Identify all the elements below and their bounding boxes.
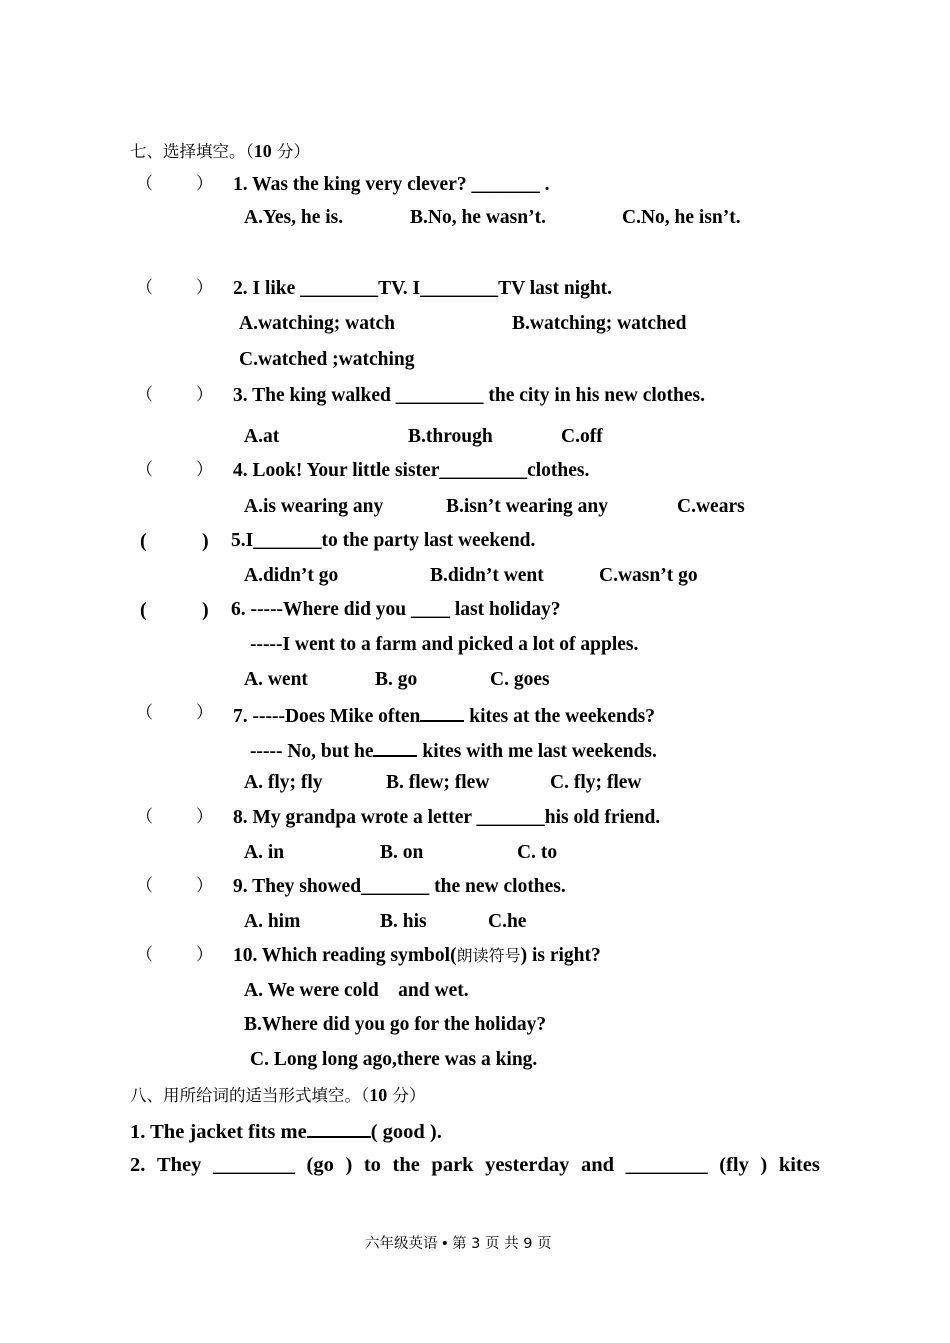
answer-paren-close-4: ） xyxy=(196,460,213,480)
answer-paren-open-3: （ xyxy=(136,385,153,405)
section-8-heading xyxy=(130,1086,426,1105)
question-7-line-2 xyxy=(250,739,657,762)
question-9: 9. They showed_______ the new clothes. xyxy=(233,876,566,897)
section-8-title-end: 分） xyxy=(387,1086,426,1105)
answer-paren-open-2: （ xyxy=(136,278,153,298)
fill-q2-word: (fly xyxy=(719,1154,749,1176)
fill-q2-word: ) xyxy=(345,1154,353,1176)
footer-subject: 六年级英语 xyxy=(365,1236,438,1252)
q1-option-b: B.No, he wasn’t. xyxy=(410,207,546,228)
answer-paren-open-5: ( xyxy=(140,530,147,552)
answer-paren-close-6: ) xyxy=(202,599,209,621)
q3-option-b: B.through xyxy=(408,426,493,447)
question-1: 1. Was the king very clever? _______ . xyxy=(233,174,550,195)
fill-q2-word: to xyxy=(363,1154,381,1176)
q1-option-c: C.No, he isn’t. xyxy=(622,207,741,228)
answer-paren-open-6: ( xyxy=(140,599,147,621)
fill-q2-word: ) xyxy=(760,1154,768,1176)
answer-paren-open-1: （ xyxy=(136,174,153,194)
q7-option-c: C. fly; flew xyxy=(550,772,642,793)
q10-chinese-term: 朗读符号 xyxy=(456,946,521,965)
answer-paren-open-10: （ xyxy=(136,945,153,965)
answer-paren-open-4: （ xyxy=(136,460,153,480)
q6-option-b: B. go xyxy=(375,669,418,690)
fill-q1-end: ( good ). xyxy=(370,1121,442,1143)
q9-option-b: B. his xyxy=(380,911,427,932)
answer-paren-close-10: ） xyxy=(196,945,213,965)
answer-paren-close-1: ） xyxy=(196,174,213,194)
section-8-points: 10 xyxy=(369,1085,388,1105)
q6-option-c: C. goes xyxy=(490,669,550,690)
q3-option-c: C.off xyxy=(561,426,603,447)
section-7-title: 七、选择填空。（ xyxy=(130,142,254,161)
page-footer xyxy=(365,1237,552,1252)
q6-option-a: A. went xyxy=(244,669,308,690)
q8-option-a: A. in xyxy=(244,842,285,863)
q4-option-c: C.wears xyxy=(677,496,745,517)
q5-option-c: C.wasn’t go xyxy=(599,565,698,586)
q2-option-c: C.watched ;watching xyxy=(239,349,415,370)
q10-option-b: B.Where did you go for the holiday? xyxy=(244,1014,547,1035)
fill-q2-word: kites xyxy=(778,1154,820,1176)
q10-end: ) is right? xyxy=(520,945,601,966)
footer-page-number: 第 3 页 共 9 页 xyxy=(452,1236,552,1252)
q7-line-1-start: 7. -----Does Mike often xyxy=(233,706,421,727)
question-6-line-2: -----I went to a farm and picked a lot of apples. xyxy=(250,634,639,655)
q7-line-1-end: kites at the weekends? xyxy=(464,706,656,727)
footer-dot: • xyxy=(440,1236,450,1252)
section-7-title-end: 分） xyxy=(271,142,310,161)
q9-option-c: C.he xyxy=(488,911,527,932)
q5-option-a: A.didn’t go xyxy=(244,565,339,586)
q2-option-a: A.watching; watch xyxy=(239,313,395,334)
answer-paren-close-3: ） xyxy=(196,385,213,405)
section-8-title: 八、用所给词的适当形式填空。（ xyxy=(130,1086,370,1105)
fill-q2-word: the xyxy=(392,1154,420,1176)
fill-q1-start: 1. The jacket fits me xyxy=(130,1121,307,1143)
fill-q2-word: and xyxy=(581,1154,615,1176)
answer-paren-close-7: ） xyxy=(196,703,213,723)
section-7-heading xyxy=(130,142,310,161)
q9-option-a: A. him xyxy=(244,911,301,932)
question-5: 5.I_______to the party last weekend. xyxy=(231,530,536,551)
fill-q2-blank-2: ________ xyxy=(625,1154,708,1176)
answer-paren-close-5: ) xyxy=(202,530,209,552)
question-4: 4. Look! Your little sister_________clothes. xyxy=(233,460,590,481)
fill-q2-word: They xyxy=(156,1154,202,1176)
q8-option-b: B. on xyxy=(380,842,424,863)
q7-blank-1 xyxy=(420,704,464,722)
question-6-line-1: 6. -----Where did you ____ last holiday? xyxy=(231,599,561,620)
answer-paren-close-8: ） xyxy=(196,807,213,827)
question-8: 8. My grandpa wrote a letter _______his old friend. xyxy=(233,807,661,828)
answer-paren-close-9: ） xyxy=(196,876,213,896)
fill-question-2 xyxy=(130,1155,820,1176)
fill-q2-word: park xyxy=(431,1154,474,1176)
q7-option-b: B. flew; flew xyxy=(386,772,490,793)
q5-option-b: B.didn’t went xyxy=(430,565,544,586)
fill-question-1 xyxy=(130,1119,442,1143)
q8-option-c: C. to xyxy=(517,842,558,863)
answer-paren-close-2: ） xyxy=(196,278,213,298)
q1-option-a: A.Yes, he is. xyxy=(244,207,344,228)
q7-line-2-end: kites with me last weekends. xyxy=(417,741,657,762)
section-7-points: 10 xyxy=(253,141,272,161)
q10-option-c: C. Long long ago,there was a king. xyxy=(250,1049,538,1070)
question-7-line-1 xyxy=(233,704,655,727)
q3-option-a: A.at xyxy=(244,426,280,447)
q4-option-a: A.is wearing any xyxy=(244,496,384,517)
q10-option-a: A. We were cold and wet. xyxy=(244,980,469,1001)
q4-option-b: B.isn’t wearing any xyxy=(446,496,608,517)
fill-q2-word: yesterday xyxy=(485,1154,570,1176)
question-10 xyxy=(233,946,601,966)
q2-option-b: B.watching; watched xyxy=(512,313,687,334)
fill-q1-blank xyxy=(307,1119,371,1138)
question-3: 3. The king walked _________ the city in his new clothes. xyxy=(233,385,706,406)
question-2: 2. I like ________TV. I________TV last night. xyxy=(233,278,613,299)
fill-q2-word: (go xyxy=(306,1154,334,1176)
q7-blank-2 xyxy=(373,739,417,757)
q7-line-2-start: ----- No, but he xyxy=(250,741,374,762)
fill-q2-blank-1: ________ xyxy=(212,1154,295,1176)
q7-option-a: A. fly; fly xyxy=(244,772,323,793)
fill-q2-word: 2. xyxy=(130,1154,146,1176)
q10-start: 10. Which reading symbol( xyxy=(233,945,457,966)
answer-paren-open-7: （ xyxy=(136,703,153,723)
answer-paren-open-9: （ xyxy=(136,876,153,896)
answer-paren-open-8: （ xyxy=(136,807,153,827)
